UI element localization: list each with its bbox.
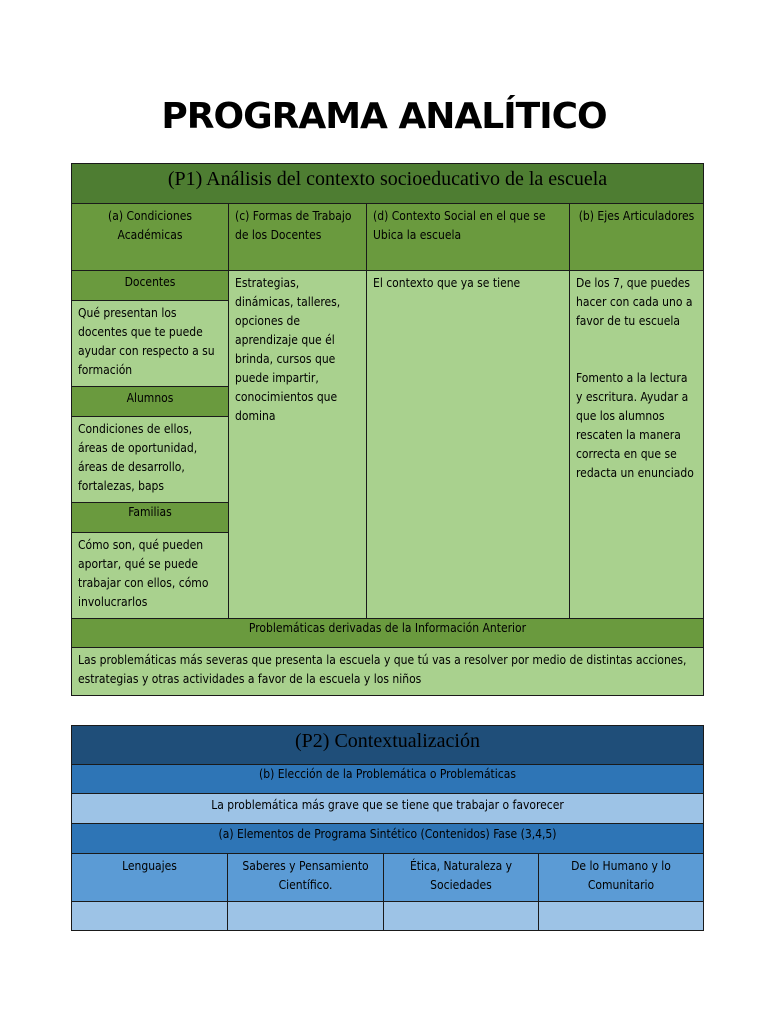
campo-saberes: Saberes y Pensamiento Científico. [227, 853, 384, 902]
p2-header: (P2) Contextualización [71, 725, 704, 765]
elementos-label: (a) Elementos de Programa Sintético (Contenidos) Fase (3,4,5) [71, 823, 704, 854]
eleccion-label: (b) Elección de la Problemática o Problemáticas [71, 764, 704, 794]
campo-humano: De lo Humano y lo Comunitario [538, 853, 704, 902]
empty-cell-2 [227, 901, 384, 931]
contexto-social-text: El contexto que ya se tiene [366, 270, 570, 619]
campo-etica: Ética, Naturaleza y Sociedades [383, 853, 539, 902]
familias-label: Familias [71, 502, 229, 533]
docentes-text: Qué presentan los docentes que te puede ayudar con respecto a su formación [71, 300, 229, 387]
p1-col-a-header: (a) Condiciones Académicas [71, 203, 229, 271]
eleccion-text: La problemática más grave que se tiene que trabajar o favorecer [71, 793, 704, 824]
page-title: PROGRAMA ANALÍTICO [161, 96, 607, 137]
problematicas-text: Las problemáticas más severas que presenta la escuela y que tú vas a resolver por medio de distintas acciones, estrategias y otras actividades a favor de la escuela y los niños [71, 647, 704, 696]
alumnos-text: Condiciones de ellos, áreas de oportunidad, áreas de desarrollo, fortalezas, baps [71, 416, 229, 503]
ejes-text-1: De los 7, que puedes hacer con cada uno a favor de tu escuela [576, 276, 693, 328]
p1-header: (P1) Análisis del contexto socioeducativo de la escuela [71, 163, 704, 204]
familias-text: Cómo son, qué pueden aportar, qué se puede trabajar con ellos, cómo involucrarlos [71, 532, 229, 619]
p1-col-b-header: (b) Ejes Articuladores [569, 203, 704, 271]
empty-cell-1 [71, 901, 228, 931]
ejes-text-2: Fomento a la lectura y escritura. Ayudar a que los alumnos rescaten la manera correcta en que se redacta un enunciado [576, 371, 694, 480]
p1-col-c-header: (c) Formas de Trabajo de los Docentes [228, 203, 367, 271]
problematicas-label: Problemáticas derivadas de la Información Anterior [71, 618, 704, 648]
alumnos-label: Alumnos [71, 386, 229, 417]
campo-lenguajes: Lenguajes [71, 853, 228, 902]
empty-cell-4 [538, 901, 704, 931]
empty-cell-3 [383, 901, 539, 931]
p1-col-d-header: (d) Contexto Social en el que se Ubica la escuela [366, 203, 570, 271]
ejes-articuladores-cell [569, 270, 704, 619]
docentes-label: Docentes [71, 270, 229, 301]
formas-trabajo-text: Estrategias, dinámicas, talleres, opciones de aprendizaje que él brinda, cursos que puede impartir, conocimientos que domina [228, 270, 367, 619]
